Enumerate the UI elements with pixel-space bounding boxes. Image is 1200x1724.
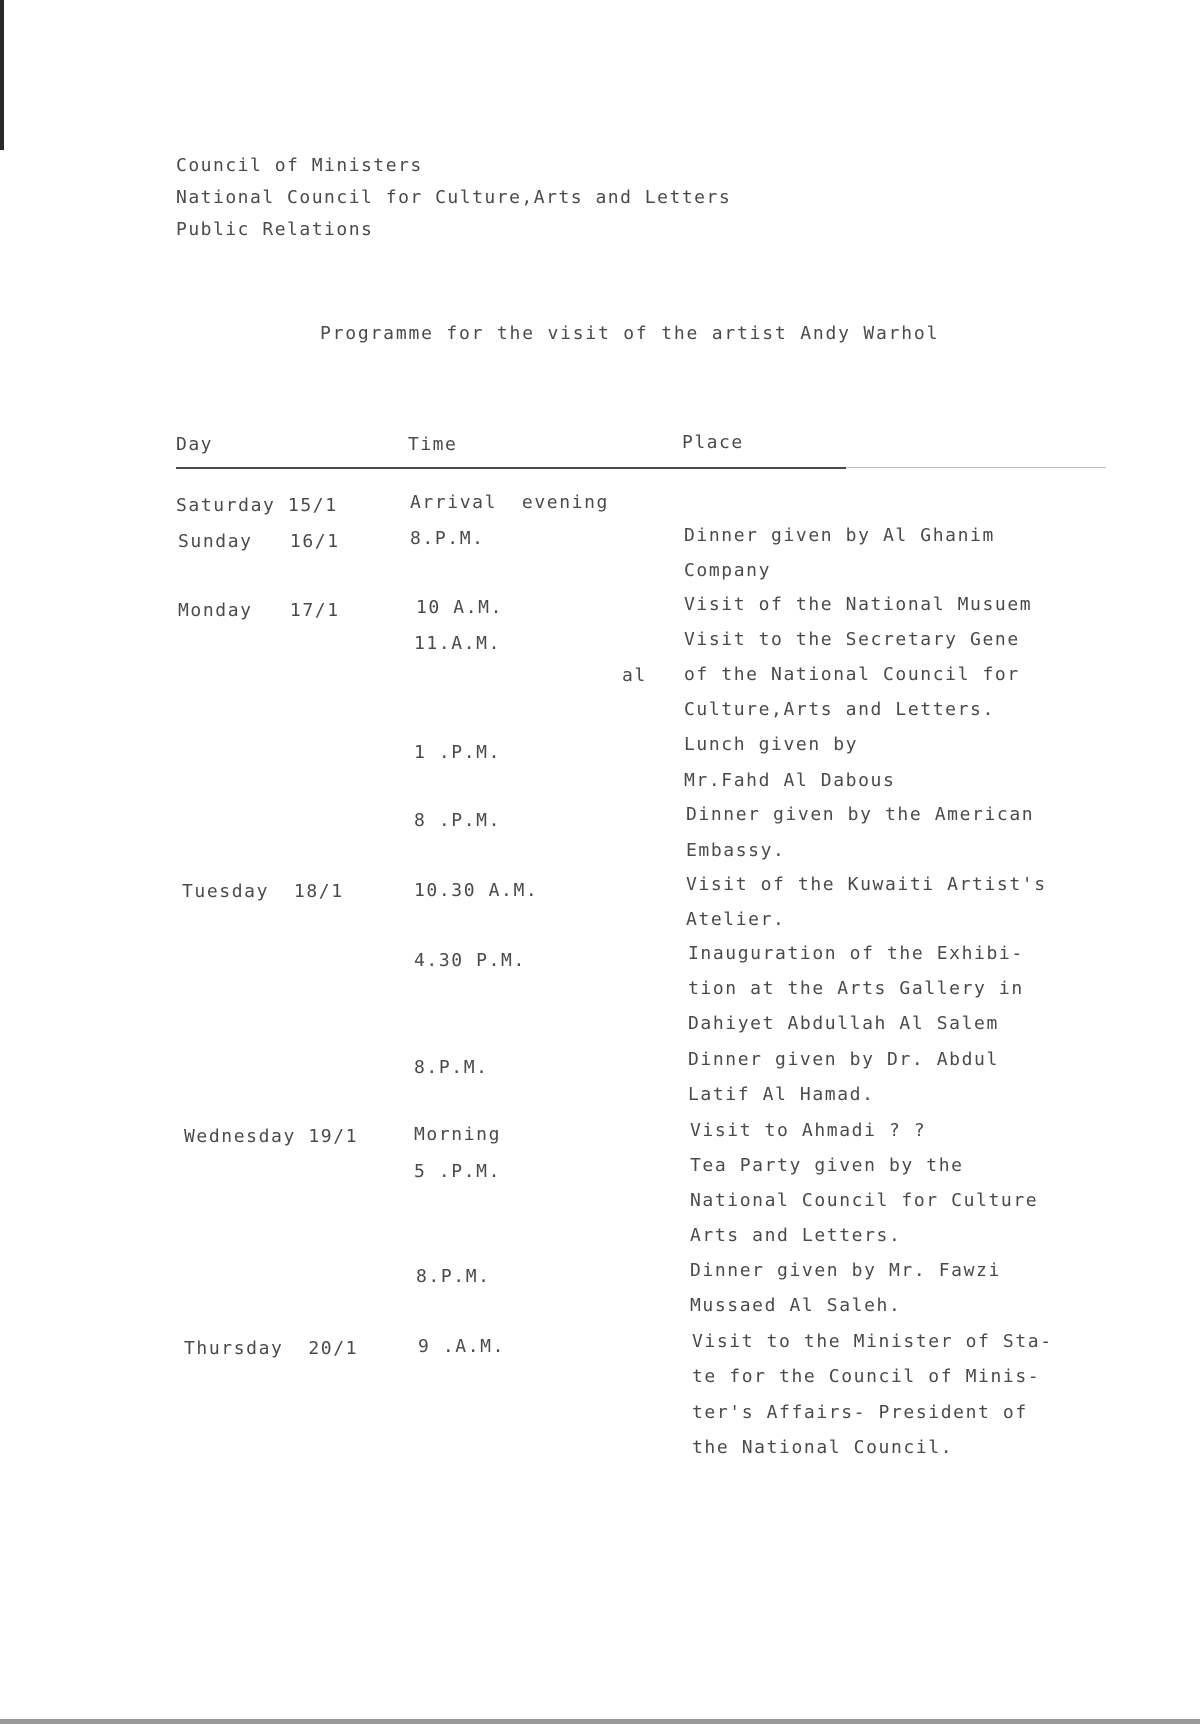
schedule-place: Visit to the Minister of Sta- [692,1331,1053,1352]
schedule-day: Sunday 16/1 [178,531,340,552]
schedule-time: 4.30 P.M. [414,950,526,971]
scan-edge-left [0,0,4,150]
schedule-time: 8.P.M. [414,1057,489,1078]
schedule-place: Dinner given by Al Ghanim [684,525,995,546]
schedule-place: Visit of the National Musuem [684,594,1033,615]
schedule-place: Dinner given by the American [686,804,1035,825]
schedule-place: te for the Council of Minis- [692,1366,1041,1387]
schedule-place: Mr.Fahd Al Dabous [684,770,896,791]
document-title: Programme for the visit of the artist Andy Warhol [320,323,940,344]
schedule-time: 8 .P.M. [414,810,502,831]
schedule-place: Latif Al Hamad. [688,1084,875,1105]
schedule-place: Culture,Arts and Letters. [684,699,995,720]
schedule-place: Embassy. [686,840,786,861]
schedule-time: Arrival evening [410,492,609,513]
schedule-time: 9 .A.M. [418,1336,506,1357]
schedule-day: Monday 17/1 [178,600,340,621]
schedule-place: tion at the Arts Gallery in [688,978,1024,999]
schedule-place: Lunch given by [684,734,859,755]
schedule-place-marker: al [622,665,647,686]
header-line-3: Public Relations [176,219,374,240]
schedule-day: Saturday 15/1 [176,495,338,516]
schedule-place: Company [684,560,772,581]
schedule-place: Visit to Ahmadi ? ? [690,1120,927,1141]
header-line-1: Council of Ministers [176,155,423,176]
schedule-place: ter's Affairs- President of [692,1402,1028,1423]
column-header-place: Place [682,432,744,453]
schedule-time: Morning [414,1124,502,1145]
schedule-place: Inauguration of the Exhibi- [688,943,1024,964]
scan-edge-bottom [0,1719,1200,1724]
schedule-day: Wednesday 19/1 [184,1126,359,1147]
schedule-place: Visit of the Kuwaiti Artist's [686,874,1047,895]
schedule-day: Thursday 20/1 [184,1338,359,1359]
schedule-time: 8.P.M. [416,1266,491,1287]
letterhead [176,150,731,246]
schedule-time: 11.A.M. [414,633,502,654]
schedule-place: Arts and Letters. [690,1225,902,1246]
schedule-place: Dinner given by Mr. Fawzi [690,1260,1001,1281]
schedule-time: 10.30 A.M. [414,880,539,901]
schedule-day: Tuesday 18/1 [182,881,344,902]
schedule-place: Tea Party given by the [690,1155,964,1176]
schedule-time: 1 .P.M. [414,742,502,763]
header-line-2: National Council for Culture,Arts and Letters [176,187,732,208]
schedule-place: Dahiyet Abdullah Al Salem [688,1013,999,1034]
header-rule-tail [846,467,1106,468]
schedule-time: 10 A.M. [416,597,504,618]
column-header-time: Time [408,434,458,455]
schedule-place: Atelier. [686,909,786,930]
schedule-place: Mussaed Al Saleh. [690,1295,902,1316]
schedule-place: National Council for Culture [690,1190,1039,1211]
schedule-time: 5 .P.M. [414,1161,502,1182]
header-rule [176,467,846,469]
schedule-place: the National Council. [692,1437,954,1458]
schedule-time: 8.P.M. [410,528,485,549]
schedule-place: Visit to the Secretary Gene [684,629,1020,650]
column-header-day: Day [176,434,214,455]
schedule-place: Dinner given by Dr. Abdul [688,1049,999,1070]
schedule-place: of the National Council for [684,664,1020,685]
